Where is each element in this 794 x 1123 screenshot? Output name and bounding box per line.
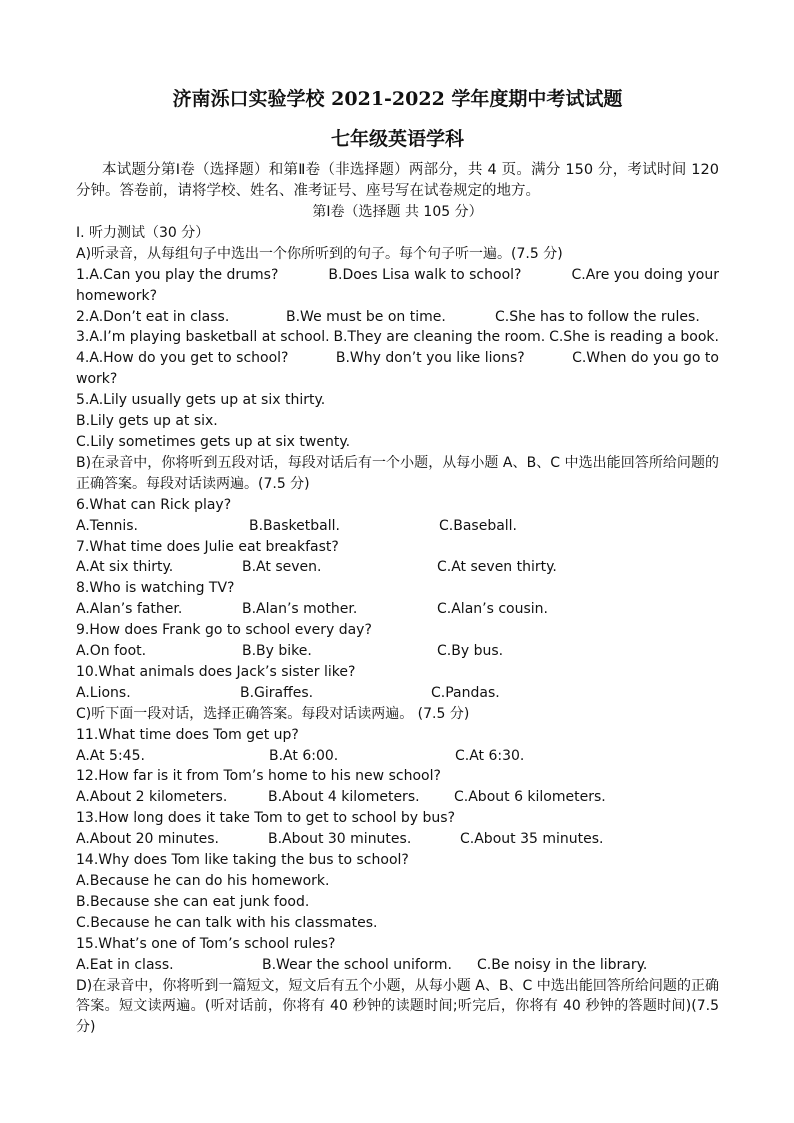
question-7-options: [76, 557, 719, 578]
question-15-options: [76, 955, 719, 976]
question-14: 14.Why does Tom like taking the bus to school?: [76, 852, 409, 869]
section-heading: I. 听力测试（30 分）: [76, 224, 210, 241]
volume-title: 第Ⅰ卷（选择题 共 105 分）: [312, 204, 483, 220]
option-a: 1.A.Can you play the drums?: [76, 266, 279, 283]
question-5-option-a: 5.A.Lily usually gets up at six thirty.: [76, 392, 326, 409]
option-c: C.By bus.: [437, 643, 504, 660]
question-3: [76, 327, 719, 348]
question-15: 15.What’s one of Tom’s school rules?: [76, 935, 336, 952]
option-b: B.They are cleaning the room.: [333, 329, 546, 346]
option-c: C.She is reading a book.: [549, 329, 719, 346]
question-9-options: [76, 641, 719, 662]
question-14-option-a: A.Because he can do his homework.: [76, 873, 330, 889]
option-a: A.On foot.: [76, 643, 147, 660]
question-11: 11.What time does Tom get up?: [76, 726, 299, 743]
question-10: 10.What animals does Jack’s sister like?: [76, 663, 356, 680]
question-9: 9.How does Frank go to school every day?: [76, 622, 372, 639]
exam-page: [76, 84, 719, 1038]
option-b: B.Does Lisa walk to school?: [328, 266, 522, 283]
question-2: [76, 307, 719, 328]
option-a: A.About 2 kilometers.: [76, 789, 228, 806]
option-b: B.About 4 kilometers.: [268, 789, 420, 806]
question-14-option-c: C.Because he can talk with his classmates.: [76, 914, 378, 931]
option-a: A.Lions.: [76, 684, 131, 701]
page-title: 济南泺口实验学校 2021-2022 学年度期中考试试题: [172, 88, 623, 110]
option-c: C.Pandas.: [431, 684, 500, 701]
question-13-options: [76, 829, 719, 850]
option-b: B.At seven.: [242, 559, 322, 576]
option-c: C.Are you doing your: [571, 266, 719, 283]
question-11-options: [76, 746, 719, 767]
option-c: C.Baseball.: [439, 517, 518, 534]
question-6-options: [76, 516, 719, 537]
part-d-heading: D)在录音中，你将听到一篇短文，短文后有五个小题，从每小题 A、B、C 中选出能回答所给问题的正确答案。短文读两遍。(听对话前，你将有 40 秒钟的读题时间;听完后，你将有 40 秒钟的答题时间)(7.5 分): [76, 977, 719, 1036]
question-1-continued: homework?: [76, 287, 157, 304]
option-b: B.Alan’s mother.: [242, 601, 358, 618]
option-c: C.She has to follow the rules.: [495, 308, 700, 325]
question-12: 12.How far is it from Tom’s home to his new school?: [76, 768, 441, 785]
option-a: 2.A.Don’t eat in class.: [76, 308, 230, 325]
option-a: 4.A.How do you get to school?: [76, 350, 289, 367]
option-c: C.At seven thirty.: [437, 559, 557, 576]
question-14-option-b: B.Because she can eat junk food.: [76, 893, 310, 910]
part-b-heading: B)在录音中，你将听到五段对话，每段对话后有一个小题，从每小题 A、B、C 中选出能回答所给问题的正确答案。每段对话读两遍。(7.5 分): [76, 454, 719, 492]
exam-instructions: 本试题分第Ⅰ卷（选择题）和第Ⅱ卷（非选择题）两部分，共 4 页。满分 150 分，考试时间 120 分钟。答卷前，请将学校、姓名、准考证号、座号写在试卷规定的地方。: [76, 162, 719, 199]
option-b: B.At 6:00.: [269, 747, 339, 764]
option-c: C.About 6 kilometers.: [454, 789, 606, 806]
part-a-heading: A)听录音，从每组句子中选出一个你所听到的句子。每个句子听一遍。(7.5 分): [76, 245, 563, 262]
option-b: B.Basketball.: [249, 517, 340, 534]
option-b: B.About 30 minutes.: [268, 831, 412, 848]
question-8-options: [76, 599, 719, 620]
option-a: A.About 20 minutes.: [76, 831, 220, 848]
option-c: C.At 6:30.: [455, 747, 525, 764]
part-c-heading: C)听下面一段对话，选择正确答案。每段对话读两遍。 (7.5 分): [76, 705, 470, 722]
option-c: C.When do you go to: [572, 350, 719, 367]
option-a: A.At 5:45.: [76, 747, 145, 764]
question-13: 13.How long does it take Tom to get to school by bus?: [76, 810, 456, 827]
question-8: 8.Who is watching TV?: [76, 580, 235, 597]
question-5-option-b: B.Lily gets up at six.: [76, 413, 218, 430]
question-10-options: [76, 683, 719, 704]
question-4: [76, 348, 719, 369]
option-c: C.About 35 minutes.: [460, 831, 604, 848]
option-a: 3.A.I’m playing basketball at school.: [76, 329, 330, 346]
question-6: 6.What can Rick play?: [76, 496, 232, 513]
page-subtitle: 七年级英语学科: [330, 128, 464, 150]
option-b: B.By bike.: [242, 643, 312, 660]
option-b: B.Giraffes.: [240, 684, 314, 701]
question-7: 7.What time does Julie eat breakfast?: [76, 538, 339, 555]
option-a: A.Alan’s father.: [76, 601, 183, 618]
option-a: A.Tennis.: [76, 517, 138, 534]
question-1: [76, 265, 719, 286]
option-a: A.Eat in class.: [76, 956, 174, 973]
question-4-continued: work?: [76, 371, 118, 388]
option-c: C.Alan’s cousin.: [437, 601, 548, 618]
option-b: B.Why don’t you like lions?: [335, 350, 525, 367]
option-c: C.Be noisy in the library.: [477, 956, 648, 973]
option-b: B.We must be on time.: [286, 308, 446, 325]
option-b: B.Wear the school uniform.: [262, 956, 452, 973]
question-5-option-c: C.Lily sometimes gets up at six twenty.: [76, 433, 351, 450]
question-12-options: [76, 787, 719, 808]
option-a: A.At six thirty.: [76, 559, 174, 576]
